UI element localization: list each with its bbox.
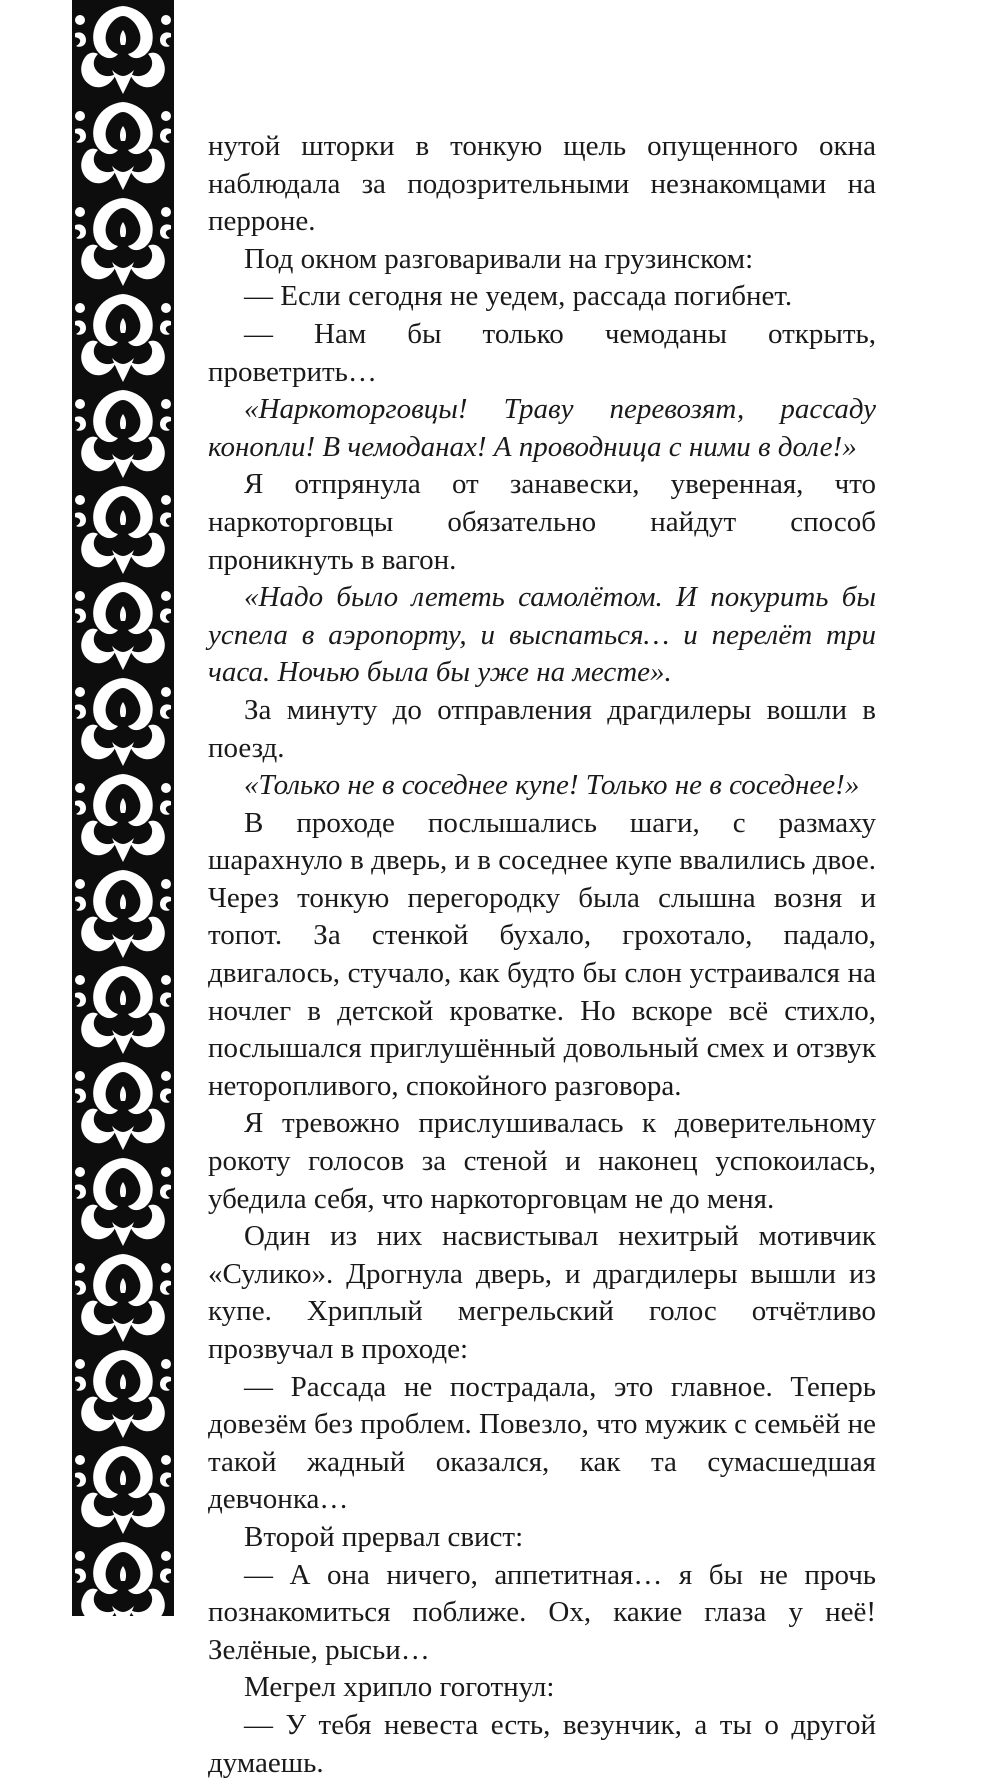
- inner-thought-3: «Только не в соседнее купе! Только не в соседнее!»: [244, 769, 860, 802]
- decorative-border: [72, 0, 174, 1616]
- book-page-text: [208, 128, 876, 1782]
- paragraph-7: Один из них насвистывал нехитрый мотивчик «Сулико». Дрогнула дверь, и драгдилеры вышли из купе. Хриплый мегрельский голос отчётливо прозвучал в проходе:: [208, 1220, 876, 1365]
- dialogue-line-3: — Рассада не пострадала, это главное. Теперь довезём без проблем. Повезло, что мужик с семьёй не такой жадный оказался, как та сумасшедшая девчонка…: [208, 1370, 876, 1516]
- paragraph-6: Я тревожно прислушивалась к доверительному рокоту голосов за стеной и наконец успокоилась, убедила себя, что наркоторговцам не до меня.: [208, 1107, 876, 1215]
- dialogue-line-5: — У тебя невеста есть, везунчик, а ты о другой думаешь.: [208, 1708, 876, 1779]
- inner-thought-1: «Наркоторговцы! Траву перевозят, рассаду конопли! В чемоданах! А проводница с ними в доле!»: [208, 393, 876, 463]
- dialogue-line-4: — А она ничего, аппетитная… я бы не прочь познакомиться поближе. Ох, какие глаза у неё! Зелёные, рысьи…: [208, 1558, 876, 1666]
- paragraph-3: Я отпрянула от занавески, уверенная, что наркоторговцы обязательно найдут способ проникнуть в вагон.: [208, 468, 876, 576]
- paragraph-5: В проходе послышались шаги, с размаху шарахнуло в дверь, и в соседнее купе ввалились двое. Через тонкую перегородку была слышна возня и топот. За стенкой бухало, грохотало, падало, двигалось, стучало, как будто бы слон устраивался на ночлег в детской кроватке. Но вскоре всё стихло, послышался приглушённый довольный смех и отзвук неторопливого, спокойного разговора.: [208, 806, 876, 1102]
- paragraph-4: За минуту до отправления драгдилеры вошли в поезд.: [208, 693, 876, 764]
- paragraph-8: Второй прервал свист:: [244, 1520, 524, 1553]
- paragraph-1: нутой шторки в тонкую щель опущенного окна наблюдала за подозрительными незнакомцами на перроне.: [208, 130, 876, 238]
- inner-thought-2: «Надо было лететь самолётом. И покурить бы успела в аэропорту, и выспаться… и перелёт три часа. Ночью была бы уже на месте».: [208, 581, 876, 689]
- floral-border-ornament: [72, 0, 174, 1616]
- paragraph-9: Мегрел хрипло гоготнул:: [244, 1671, 555, 1704]
- dialogue-line-2: — Нам бы только чемоданы открыть, проветрить…: [208, 317, 876, 388]
- paragraph-2: Под окном разговаривали на грузинском:: [244, 242, 754, 275]
- dialogue-line-1: — Если сегодня не уедем, рассада погибнет.: [244, 280, 793, 313]
